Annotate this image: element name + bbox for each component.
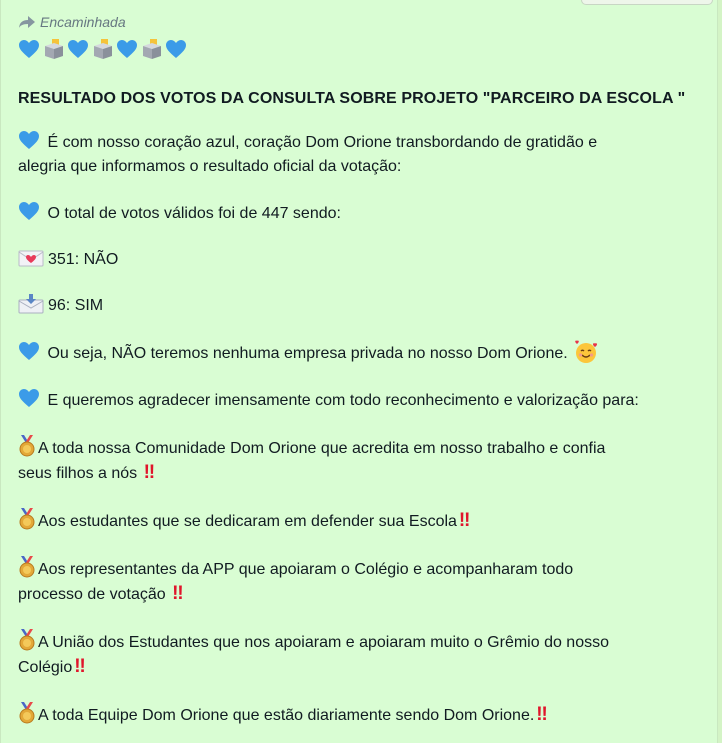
yes-votes-text: 96: SIM: [48, 297, 104, 314]
intro-paragraph: [18, 130, 701, 179]
thanks-item-1-line-1: A toda nossa Comunidade Dom Orione que acredita em nosso trabalho e confia: [38, 440, 606, 457]
message-title: RESULTADO DOS VOTOS DA CONSULTA SOBRE PROJETO "PARCEIRO DA ESCOLA ": [18, 90, 686, 107]
blue-heart-icon: [18, 341, 40, 361]
double-exclamation-icon: ‼: [172, 583, 181, 604]
total-votes-text: O total de votos válidos foi de 447 sendo:: [43, 205, 341, 222]
blue-heart-icon: [18, 201, 40, 221]
love-letter-icon: [18, 248, 44, 268]
thanks-text: E queremos agradecer imensamente com todo reconhecimento e valorização para:: [43, 392, 639, 409]
medal-icon: [18, 702, 36, 724]
thanks-item-4-line-1: A União dos Estudantes que nos apoiaram e apoiaram muito o Grêmio do nosso: [38, 634, 609, 651]
blue-heart-icon: [165, 39, 187, 59]
intro-line-2: alegria que informamos o resultado oficial da votação:: [18, 158, 402, 175]
no-votes-text: 351: NÃO: [48, 251, 119, 268]
thanks-item-5: [18, 702, 701, 728]
forwarded-indicator: [18, 12, 701, 32]
ballot-box-icon: [92, 38, 114, 60]
medal-icon: [18, 435, 36, 457]
ballot-box-icon: [43, 38, 65, 60]
thanks-paragraph: [18, 388, 701, 413]
conclusion-text: Ou seja, NÃO teremos nenhuma empresa privada no nosso Dom Orione.: [43, 345, 568, 362]
thanks-item-1-line-2: seus filhos a nós: [18, 465, 142, 482]
thanks-item-3-line-1: Aos representantes da APP que apoiaram o Colégio e acompanharam todo: [38, 561, 574, 578]
thanks-item-4-line-2: Colégio: [18, 659, 73, 676]
double-exclamation-icon: ‼: [74, 656, 83, 677]
blue-heart-icon: [18, 39, 40, 59]
medal-icon: [18, 629, 36, 651]
thanks-item-4: [18, 629, 701, 680]
conclusion-paragraph: [18, 340, 701, 366]
thanks-item-3-line-2: processo de votação: [18, 586, 171, 603]
thanks-item-5-text: A toda Equipe Dom Orione que estão diariamente sendo Dom Orione.: [38, 707, 535, 724]
forward-arrow-icon: [18, 15, 36, 29]
yes-votes-line: [18, 294, 701, 318]
blue-heart-icon: [67, 39, 89, 59]
emoji-sequence: [18, 36, 701, 62]
thanks-item-3: [18, 556, 701, 607]
intro-line-1: É com nosso coração azul, coração Dom Orione transbordando de gratidão e: [43, 134, 598, 151]
thanks-item-2-text: Aos estudantes que se dedicaram em defender sua Escola: [38, 513, 457, 530]
thanks-item-1: [18, 435, 701, 486]
blue-heart-icon: [18, 388, 40, 408]
medal-icon: [18, 508, 36, 530]
medal-icon: [18, 556, 36, 578]
smiling-face-with-hearts-icon: [574, 340, 598, 364]
no-votes-line: [18, 248, 701, 272]
forwarded-label: Encaminhada: [40, 14, 126, 30]
total-paragraph: [18, 201, 701, 226]
double-exclamation-icon: ‼: [458, 510, 468, 531]
ballot-box-icon: [141, 38, 163, 60]
thanks-item-2: [18, 508, 701, 534]
double-exclamation-icon: ‼: [143, 462, 153, 483]
double-exclamation-icon: ‼: [536, 704, 545, 725]
envelope-with-arrow-icon: [18, 294, 44, 314]
blue-heart-icon: [116, 39, 138, 59]
blue-heart-icon: [18, 130, 40, 150]
message-menu-hint: [581, 0, 713, 5]
